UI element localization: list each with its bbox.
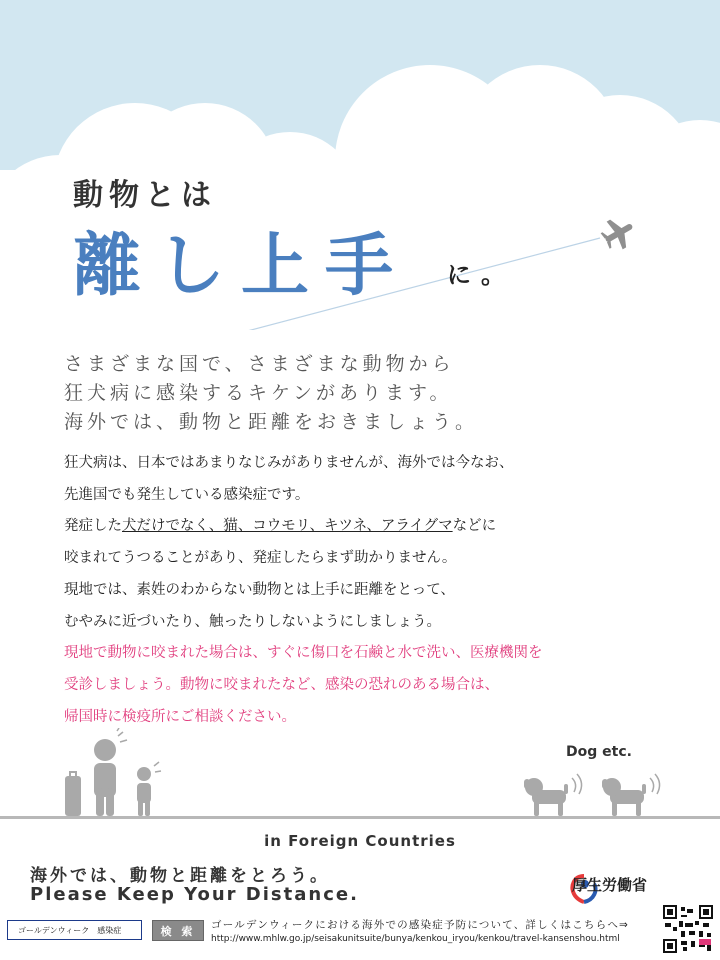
body-line (64, 511, 543, 543)
body-text (64, 448, 543, 733)
suitcase-icon (65, 776, 81, 816)
info-url: http://www.mhlw.go.jp/seisakunitsuite/bunya/kenkou_iryou/kenkou/travel-kansenshou.html (211, 934, 620, 944)
warning-line: 受診しましょう。動物に咬まれたなど、感染の恐れのある場合は、 (64, 676, 499, 693)
body-line: 狂犬病は、日本ではあまりなじみがありませんが、海外では今なお、 (64, 455, 514, 471)
lead-line: 海外では、動物と距離をおきましょう。 (64, 411, 479, 433)
adult-figure-icon (94, 739, 116, 761)
child-figure-icon (137, 767, 151, 781)
animal-list: 犬だけでなく、猫、コウモリ、キツネ、アライグマ (122, 518, 453, 535)
lead-paragraph (64, 350, 478, 437)
body-text-segment: などに (452, 518, 497, 535)
search-button: 検 索 (152, 920, 204, 941)
airplane-icon (598, 212, 640, 254)
headline-suffix: に。 (447, 261, 515, 289)
guide-text: ゴールデンウィークにおける海外での感染症予防について、詳しくはこちらへ⇒ (211, 919, 630, 931)
warning-line: 帰国時に検疫所にご相談ください。 (64, 708, 296, 725)
body-line: 咬まれてうつることがあり、発症したらまず助かりません。 (64, 550, 457, 567)
body-line: 先進国でも発生している感染症です。 (64, 486, 310, 503)
search-keyword-box: ゴールデンウィーク 感染症 (7, 920, 142, 940)
body-line: 現地では、素姓のわからない動物とは上手に距離をとって、 (64, 581, 455, 598)
dog-icon (602, 778, 646, 816)
ministry-name: 厚生労働省 (572, 876, 648, 894)
headline-main: 離し上手 (73, 227, 410, 306)
headline-line1: 動物とは (73, 178, 217, 213)
dogs-illustration (520, 770, 670, 818)
body-line: むやみに近づいたり、触ったりしないようにしましょう。 (64, 613, 441, 630)
lead-line: さまざまな国で、さまざまな動物から (64, 353, 455, 375)
traveler-family-illustration (60, 728, 170, 818)
slogan-english: Please Keep Your Distance. (30, 884, 359, 905)
qr-code-icon (663, 905, 713, 953)
body-text-segment: 発症した (64, 518, 122, 535)
lead-line: 狂犬病に感染するキケンがあります。 (64, 382, 453, 404)
in-foreign-countries: in Foreign Countries (264, 832, 456, 850)
ground-divider (0, 816, 720, 819)
slogan-japanese: 海外では、動物と距離をとろう。 (30, 866, 330, 886)
warning-line: 現地で動物に咬まれた場合は、すぐに傷口を石鹸と水で洗い、医療機関を (64, 645, 543, 662)
dog-icon (524, 778, 568, 816)
dog-label: Dog etc. (566, 744, 632, 760)
